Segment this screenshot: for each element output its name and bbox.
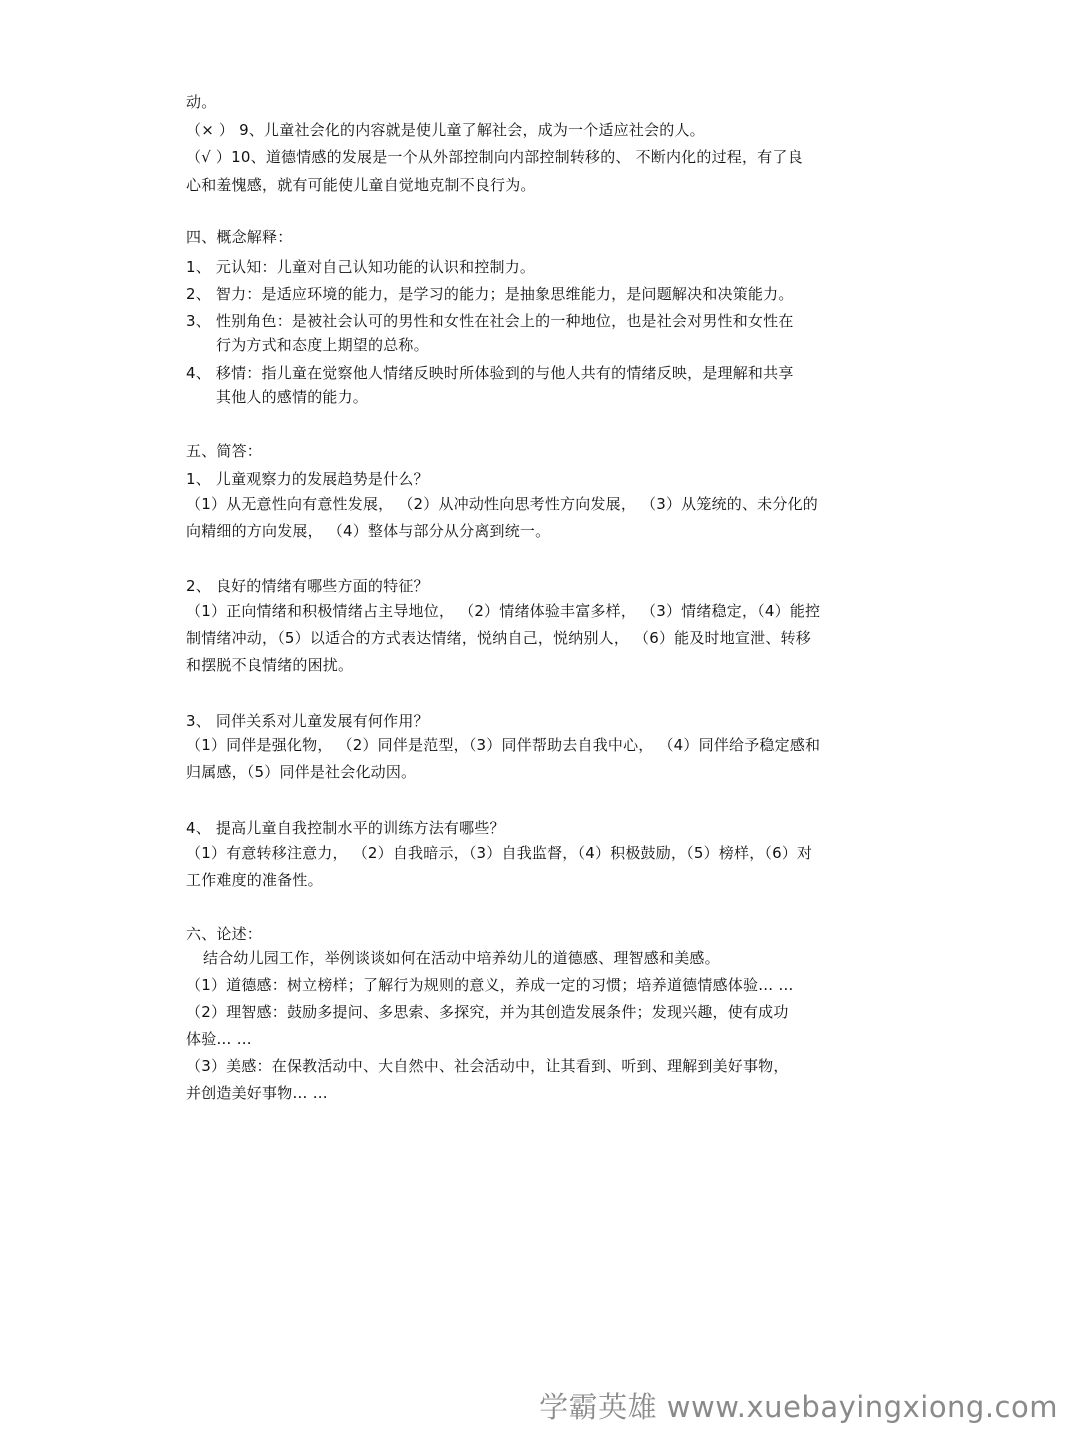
- judgement-item-9: （× ） 9、儿童社会化的内容就是使儿童了解社会，成为一个适应社会的人。: [186, 121, 705, 139]
- judgement-item-10: （√ ）10、道德情感的发展是一个从外部控制向内部控制转移的、 不断内化的过程，有了良: [186, 148, 803, 166]
- text-line: 制情绪冲动，（5）以适合的方式表达情绪，悦纳自己，悦纳别人， （6）能及时地宣泄、转移: [186, 629, 811, 647]
- concept-item-3: 3、 性别角色：是被社会认可的男性和女性在社会上的一种地位，也是社会对男性和女性在: [186, 312, 794, 330]
- watermark: 学霸英雄 www.xuebayingxiong.com: [539, 1390, 1058, 1424]
- answer-3: （1）同伴是强化物， （2）同伴是范型，（3）同伴帮助去自我中心， （4）同伴给予稳定感和: [186, 736, 821, 754]
- essay-point-2: （2）理智感：鼓励多提问、多思索、多探究，并为其创造发展条件；发现兴趣，使有成功: [186, 1003, 789, 1021]
- question-1: 1、 儿童观察力的发展趋势是什么？: [186, 470, 429, 488]
- text-line: 向精细的方向发展， （4）整体与部分从分离到统一。: [186, 522, 551, 540]
- question-2: 2、 良好的情绪有哪些方面的特征？: [186, 577, 429, 595]
- concept-item-1: 1、 元认知：儿童对自己认知功能的认识和控制力。: [186, 258, 536, 276]
- text-line: 行为方式和态度上期望的总称。: [216, 336, 429, 354]
- section-heading: 五、简答：: [186, 442, 263, 460]
- text-line: 体验… …: [186, 1030, 252, 1048]
- text-line: 工作难度的准备性。: [186, 871, 323, 889]
- text-line: 归属感，（5）同伴是社会化动因。: [186, 763, 417, 781]
- concept-item-2: 2、 智力：是适应环境的能力，是学习的能力；是抽象思维能力，是问题解决和决策能力。: [186, 285, 794, 303]
- concept-item-4: 4、 移情：指儿童在觉察他人情绪反映时所体验到的与他人共有的情绪反映，是理解和共享: [186, 364, 794, 382]
- answer-1: （1）从无意性向有意性发展， （2）从冲动性向思考性方向发展， （3）从笼统的、未分化的: [186, 495, 818, 513]
- question-4: 4、 提高儿童自我控制水平的训练方法有哪些？: [186, 819, 505, 837]
- section-heading: 六、论述：: [186, 925, 263, 943]
- text-line: 并创造美好事物… …: [186, 1084, 328, 1102]
- essay-point-1: （1）道德感：树立榜样；了解行为规则的意义，养成一定的习惯；培养道德情感体验… …: [186, 976, 794, 994]
- text-line: 动。: [186, 93, 217, 111]
- text-line: 心和羞愧感，就有可能使儿童自觉地克制不良行为。: [186, 176, 536, 194]
- essay-point-3: （3）美感：在保教活动中、大自然中、社会活动中，让其看到、听到、理解到美好事物，: [186, 1057, 789, 1075]
- text-line: 和摆脱不良情绪的困扰。: [186, 656, 354, 674]
- question-3: 3、 同伴关系对儿童发展有何作用？: [186, 712, 429, 730]
- answer-4: （1）有意转移注意力， （2）自我暗示，（3）自我监督，（4）积极鼓励，（5）榜样，（6）对: [186, 844, 813, 862]
- essay-prompt: 结合幼儿园工作，举例谈谈如何在活动中培养幼儿的道德感、理智感和美感。: [203, 949, 720, 967]
- answer-2: （1）正向情绪和积极情绪占主导地位， （2）情绪体验丰富多样， （3）情绪稳定，（4）能控: [186, 602, 821, 620]
- section-heading: 四、概念解释：: [186, 228, 293, 246]
- text-line: 其他人的感情的能力。: [216, 388, 369, 406]
